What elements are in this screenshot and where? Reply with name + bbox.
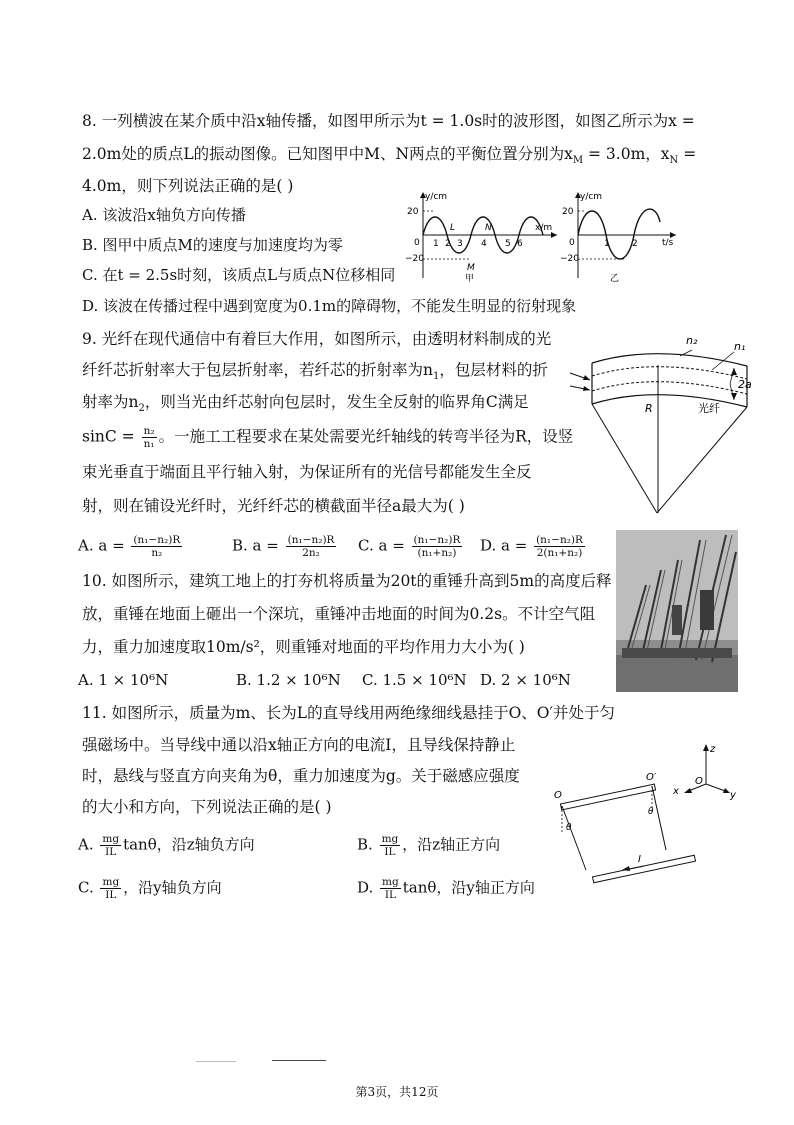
- axis-x: x: [673, 786, 679, 797]
- q11-option-c[interactable]: C. $\frac{mg}{IL}$ ，沿y轴负方向: [78, 876, 222, 901]
- q8-option-a[interactable]: A. 该波沿x轴负方向传播: [82, 206, 246, 224]
- pile-driver-photo: [616, 530, 738, 692]
- q8-line1: 8. 一列横波在某介质中沿x轴传播，如图甲所示为t = 1.0s时的波形图，如图乙所示为x =: [82, 112, 695, 130]
- yi-ypos: 20: [562, 207, 574, 217]
- q9-fiber-figure: [562, 328, 767, 528]
- q11-line2: 强磁场中。当导线中通以沿x轴正方向的电流I，且导线保持静止: [82, 736, 516, 754]
- jia-tick-2: 2: [445, 239, 451, 249]
- q10-option-d[interactable]: D. 2 × 10⁶N: [480, 671, 571, 689]
- q8-figure-yi: [560, 190, 680, 285]
- q10-line1: 10. 如图所示，建筑工地上的打夯机将质量为20t的重锤升高到5m的高度后释: [82, 572, 612, 590]
- q11-option-a[interactable]: A. $\frac{mg}{IL}$ tanθ，沿z轴负方向: [78, 833, 255, 858]
- jia-ypos: 20: [407, 207, 419, 217]
- q8-option-b[interactable]: B. 图甲中质点M的速度与加速度均为零: [82, 236, 343, 254]
- q10-line3: 力，重力加速度取10m/s²，则重锤对地面的平均作用力大小为( ): [82, 638, 525, 656]
- jia-tick-1: 1: [433, 239, 439, 249]
- jia-label-l: L: [450, 223, 456, 233]
- q10-line2: 放，重锤在地面上砸出一个深坑，重锤冲击地面的时间为0.2s。不计空气阻: [82, 605, 596, 623]
- q11-option-b[interactable]: B. $\frac{mg}{IL}$ ，沿z轴正方向: [357, 833, 501, 858]
- jia-tick-5: 5: [505, 239, 511, 249]
- page-number: 第3页，共12页: [355, 1085, 439, 1099]
- q8-option-d[interactable]: D. 该波在传播过程中遇到宽度为0.1m的障碍物，不能发生明显的衍射现象: [82, 297, 577, 315]
- jia-ylabel: y/cm: [425, 192, 448, 202]
- jia-label-m: M: [467, 263, 475, 273]
- q10-option-a[interactable]: A. 1 × 10⁶N: [78, 671, 169, 689]
- yi-xlabel: t/s: [662, 238, 674, 248]
- q9-option-c[interactable]: C. a = $\frac{\text{(n₁−n₂)R}}{\text{(n₁+n₂)}}$: [358, 534, 461, 559]
- fiber-label: 光纤: [698, 402, 720, 415]
- yi-ylabel: y/cm: [580, 192, 603, 202]
- yi-yneg: −20: [560, 254, 579, 264]
- q9-option-d[interactable]: D. a = $\frac{\text{(n₁−n₂)R}}{\text{2(n₁+n₂)}}$: [480, 534, 583, 559]
- yi-origin: 0: [569, 238, 575, 248]
- jia-xlabel: x/m: [535, 223, 553, 233]
- q9-line6: 射，则在铺设光纤时，光纤纤芯的横截面半径a最大为( ): [82, 497, 465, 515]
- fiber-n1: n₁: [734, 340, 746, 353]
- jia-tick-4: 4: [481, 239, 487, 249]
- jia-label-n: N: [485, 223, 492, 233]
- q10-option-b[interactable]: B. 1.2 × 10⁶N: [236, 671, 341, 689]
- q8-line3: 4.0m，则下列说法正确的是( ): [82, 177, 294, 195]
- q9-option-b[interactable]: B. a = $\frac{\text{(n₁−n₂)R}}{\text{2n₂}}$: [232, 534, 335, 559]
- q11-wire-figure: [548, 742, 768, 887]
- q11-line4: 的大小和方向，下列说法正确的是( ): [82, 798, 332, 816]
- fiber-r: R: [645, 402, 653, 415]
- q9-option-a[interactable]: A. a = $\frac{\text{(n₁−n₂)R}}{\text{n₂}}$: [78, 534, 181, 559]
- angle-theta-right: θ: [648, 807, 654, 817]
- jia-yneg: −20: [405, 254, 424, 264]
- q10-option-c[interactable]: C. 1.5 × 10⁶N: [362, 671, 467, 689]
- yi-caption: 乙: [610, 274, 620, 284]
- jia-origin: 0: [414, 238, 420, 248]
- scan-mark: [196, 1061, 236, 1062]
- jia-tick-3: 3: [457, 239, 463, 249]
- angle-theta-left: θ: [566, 823, 572, 833]
- scan-mark: [272, 1060, 326, 1061]
- q8-line2: 2.0m处的质点L的振动图像。已知图甲中M、N两点的平衡位置分别为$x_M = 3.0m$，$x_N$ =: [82, 145, 697, 167]
- current-i: I: [638, 854, 641, 865]
- q9-line2: 纤纤芯折射率大于包层折射率，若纤芯的折射率为$n_1$，包层材料的折: [82, 361, 548, 383]
- q11-option-d[interactable]: D. $\frac{mg}{IL}$ tanθ，沿y轴正方向: [357, 876, 535, 901]
- axis-z: z: [710, 744, 716, 755]
- jia-tick-6: 6: [517, 239, 523, 249]
- fiber-2a: 2a: [738, 378, 752, 391]
- axis-origin: O: [695, 776, 703, 787]
- q8-figure-jia: [405, 190, 560, 282]
- axis-y: y: [730, 790, 736, 801]
- yi-tick-2: 2: [632, 239, 638, 249]
- suspension-oprime: O′: [646, 772, 657, 783]
- yi-tick-1: 1: [604, 239, 610, 249]
- q9-line1: 9. 光纤在现代通信中有着巨大作用，如图所示，由透明材料制成的光: [82, 330, 552, 348]
- suspension-o: O: [554, 790, 562, 801]
- q8-option-c[interactable]: C. 在t = 2.5s时刻，该质点L与质点N位移相同: [82, 266, 396, 284]
- fiber-n2: n₂: [686, 334, 698, 347]
- q9-line5: 束光垂直于端面且平行轴入射，为保证所有的光信号都能发生全反: [82, 463, 532, 481]
- q9-line3: 射率为$n_2$，则当光由纤芯射向包层时，发生全反射的临界角C满足: [82, 393, 529, 415]
- jia-caption: 甲: [465, 274, 475, 282]
- q11-line1: 11. 如图所示，质量为m、长为L的直导线用两绝缘细线悬挂于O、O′并处于匀: [82, 704, 616, 722]
- q9-line4: sinC = $\frac{\text{n₂}}{\text{n₁}}$ 。一施工工程要求在某处需要光纤轴线的转弯半径为R，设竖: [82, 425, 574, 450]
- q11-line3: 时，悬线与竖直方向夹角为θ，重力加速度为g。关于磁感应强度: [82, 767, 520, 785]
